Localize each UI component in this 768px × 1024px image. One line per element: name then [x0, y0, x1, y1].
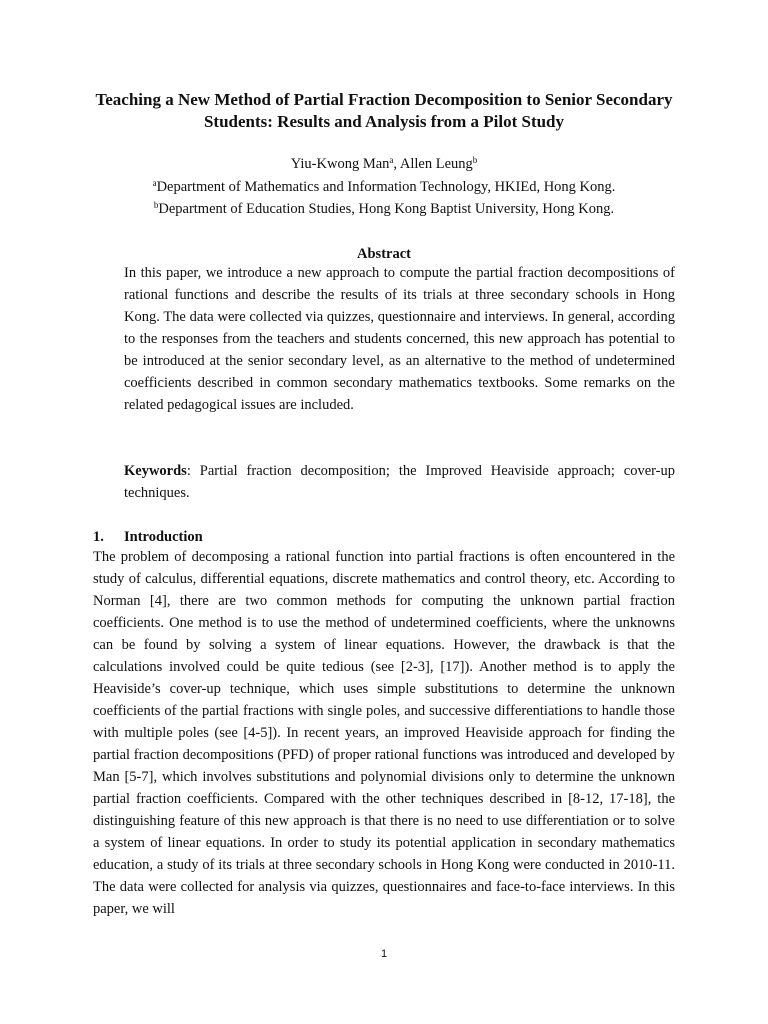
affiliation-mark: b	[153, 200, 159, 210]
author-affiliation-mark: a	[389, 155, 394, 165]
section-heading	[93, 526, 203, 548]
author-affiliation-mark: b	[472, 155, 478, 165]
author-separator: ,	[393, 156, 400, 172]
keywords	[124, 460, 675, 504]
page-number: 1	[380, 948, 388, 960]
keywords-text: : Partial fraction decomposition; the Improved Heaviside approach; cover-up techniques.	[124, 463, 675, 501]
section-body: The problem of decomposing a rational function into partial fractions is often encountered in the study of calculus, differential equations, discrete mathematics and control theory, etc. According to Norman [4], there are two common methods for computing the unknown partial fraction coefficients. One method is to use the method of undetermined coefficients, where the unknowns can be found by solving a system of linear equations. However, the drawback is that the calculations involved could be quite tedious (see [2-3], [17]). Another method is to apply the Heaviside’s cover-up technique, which uses simple substitutions to determine the unknown coefficients of the partial fractions with single poles, and successive differentiations to handle those with multiple poles (see [4-5]). In recent years, an improved Heaviside approach for finding the partial fraction decompositions (PFD) of proper rational functions was introduced and developed by Man [5-7], which involves substitutions and polynomial divisions only to determine the unknown partial fraction coefficients. Compared with the other techniques described in [8-12, 17-18], the distinguishing feature of this new approach is that there is no need to use differentiation or to solve a system of linear equations. In order to study its potential application in secondary mathematics education, a study of its trials at three secondary schools in Hong Kong were conducted in 2010-11. The data were collected for analysis via quizzes, questionnaires and face-to-face interviews. In this paper, we will	[93, 549, 675, 917]
affiliation-text: Department of Mathematics and Information Technology, HKIEd, Hong Kong.	[156, 179, 616, 195]
section-number: 1.	[93, 529, 104, 545]
author-name: Allen Leung	[399, 156, 473, 172]
section-title: Introduction	[124, 529, 203, 545]
affiliation-mark: a	[152, 178, 157, 188]
abstract-body: In this paper, we introduce a new approach to compute the partial fraction decompositions of rational functions and describe the results of its trials at three secondary schools in Hong Kong. The data were collected via quizzes, questionnaire and interviews. In general, according to the responses from the teachers and students concerned, this new approach has potential to be introduced at the senior secondary level, as an alternative to the method of undetermined coefficients described in common secondary mathematics textbooks. Some remarks on the related pedagogical issues are included.	[124, 265, 675, 413]
abstract-heading: Abstract	[357, 246, 411, 262]
author-line	[0, 153, 768, 175]
keywords-label: Keywords	[124, 463, 187, 479]
author-name: Yiu-Kwong Man	[290, 156, 390, 172]
affiliation	[0, 198, 768, 220]
affiliation-text: Department of Education Studies, Hong Kong Baptist University, Hong Kong.	[158, 201, 615, 217]
affiliation	[0, 176, 768, 198]
paper-title: Teaching a New Method of Partial Fraction Decomposition to Senior Secondary Students: Results and Analysis from a Pilot Study	[95, 90, 673, 131]
